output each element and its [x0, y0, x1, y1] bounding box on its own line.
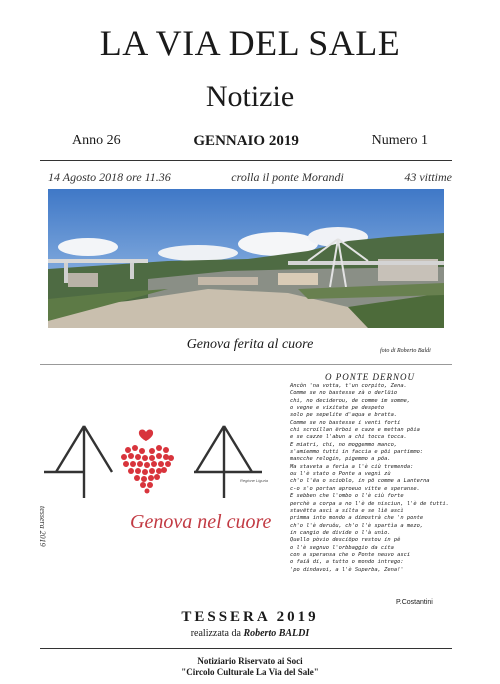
poem-line: chi scroillan ërboi e caze e mettan pöia [290, 427, 420, 434]
footer-line-2: "Circolo Culturale La Via del Sale" [181, 667, 319, 677]
logo-side-text: tessera 2019 [38, 506, 47, 547]
poem-line: ou l'è stato o Ponte a vegnì zù [290, 471, 391, 478]
realizzata-name: Roberto BALDI [243, 628, 310, 639]
poem-line: Ancôn 'na votta, t'un corpito, Zena. [290, 383, 407, 389]
divider-footer [40, 648, 452, 649]
news-line [48, 170, 452, 185]
logo-text: Genova nel cuore [130, 511, 272, 533]
poem-title: O PONTE DERNOU [325, 372, 415, 382]
poem-line: Comme se no bastesse i venti forti [290, 419, 401, 426]
poem-line: o vegne e vixitate pe despeto [290, 405, 385, 412]
news-victims: 43 vittime [404, 170, 452, 184]
issue-info-row [72, 133, 428, 150]
poem-line: stavëtta ascì a silta e se lìë ascì [290, 507, 404, 514]
poem-line: s'amiemmo tutti in faccia e pöi partimmo: [290, 449, 424, 456]
poem-line: perchè a corpa a no l'è de nisciun, l'è de tutti. [290, 500, 450, 507]
poem-line: mancche relogin, pigemmo a pöa. [290, 456, 391, 463]
poem-line: c-o s'o portan aproeuo vitte e speranse. [290, 485, 420, 492]
news-headline: crolla il ponte Morandi [231, 170, 344, 184]
poem-line: ch'o l'ëa o scioblo, in pö comme a Lanterna [290, 478, 430, 485]
issue-number: Numero 1 [371, 133, 428, 148]
poem-line: o faiâ di, a tutto o mondo intrego: [290, 559, 404, 566]
poem-line: E sebben che l'ombo o l'è ciù forte [290, 493, 404, 500]
issue-year: Anno 26 [72, 133, 121, 148]
tessera-title: TESSERA 2019 [181, 609, 319, 625]
genova-nel-cuore-logo [38, 420, 272, 550]
poem-line: 'po dindavoi, a l'è Superba, Zena!' [290, 566, 404, 573]
poem-line: in cangio de divide o l'à unìo. [290, 529, 391, 536]
poem-line: con a speransa che o Ponte neuvo asci [290, 551, 411, 558]
poem-author: P.Costantini [396, 599, 433, 606]
poem-line: E miatri, chi, no moggemmo manco, [290, 441, 398, 448]
poem-line: solo pe sepelite d'aqua e bratta. [290, 412, 398, 419]
logo-small-text: Regione Liguria [240, 478, 269, 483]
divider-photo [40, 364, 452, 365]
poem-line: primma into mondo a dimostrà che 'n ponte [290, 515, 424, 522]
masthead-subtitle: Notizie [205, 80, 295, 113]
news-datetime: 14 Agosto 2018 ore 11.36 [48, 170, 171, 184]
photo-credit: foto di Roberto Baldi [380, 348, 431, 354]
realizzata-prefix: realizzata da [190, 628, 244, 639]
poem-line: Ma staveta a ferìa a l'è ciù tremenda: [290, 463, 414, 470]
poem-line: e se cazze l'abun a chi tocca tocca. [290, 434, 407, 441]
poem-line: Comme se no bastesse zà o derlüio [290, 390, 398, 397]
poem-line: o l'è segnuo l'orbbaggio da cita [290, 544, 394, 551]
poem-line: chi, no deciderou, de comme im somme, [290, 397, 411, 404]
divider-top [40, 160, 452, 161]
bridge-collapse-photo [48, 189, 444, 328]
poem-line: Quello pòvio desciöpo restou in pê [290, 537, 401, 544]
photo-caption: Genova ferita al cuore [186, 337, 314, 352]
realizzata-line [0, 628, 500, 639]
masthead-title: LA VIA DEL SALE [99, 23, 401, 63]
footer-line-1: Notiziario Riservato ai Soci [197, 656, 303, 666]
poem-line: ch'o l'è deruôu, ch'o l'è spartìa a mezo, [290, 522, 424, 529]
poem-body [290, 383, 450, 574]
issue-date: GENNAIO 2019 [193, 133, 299, 149]
